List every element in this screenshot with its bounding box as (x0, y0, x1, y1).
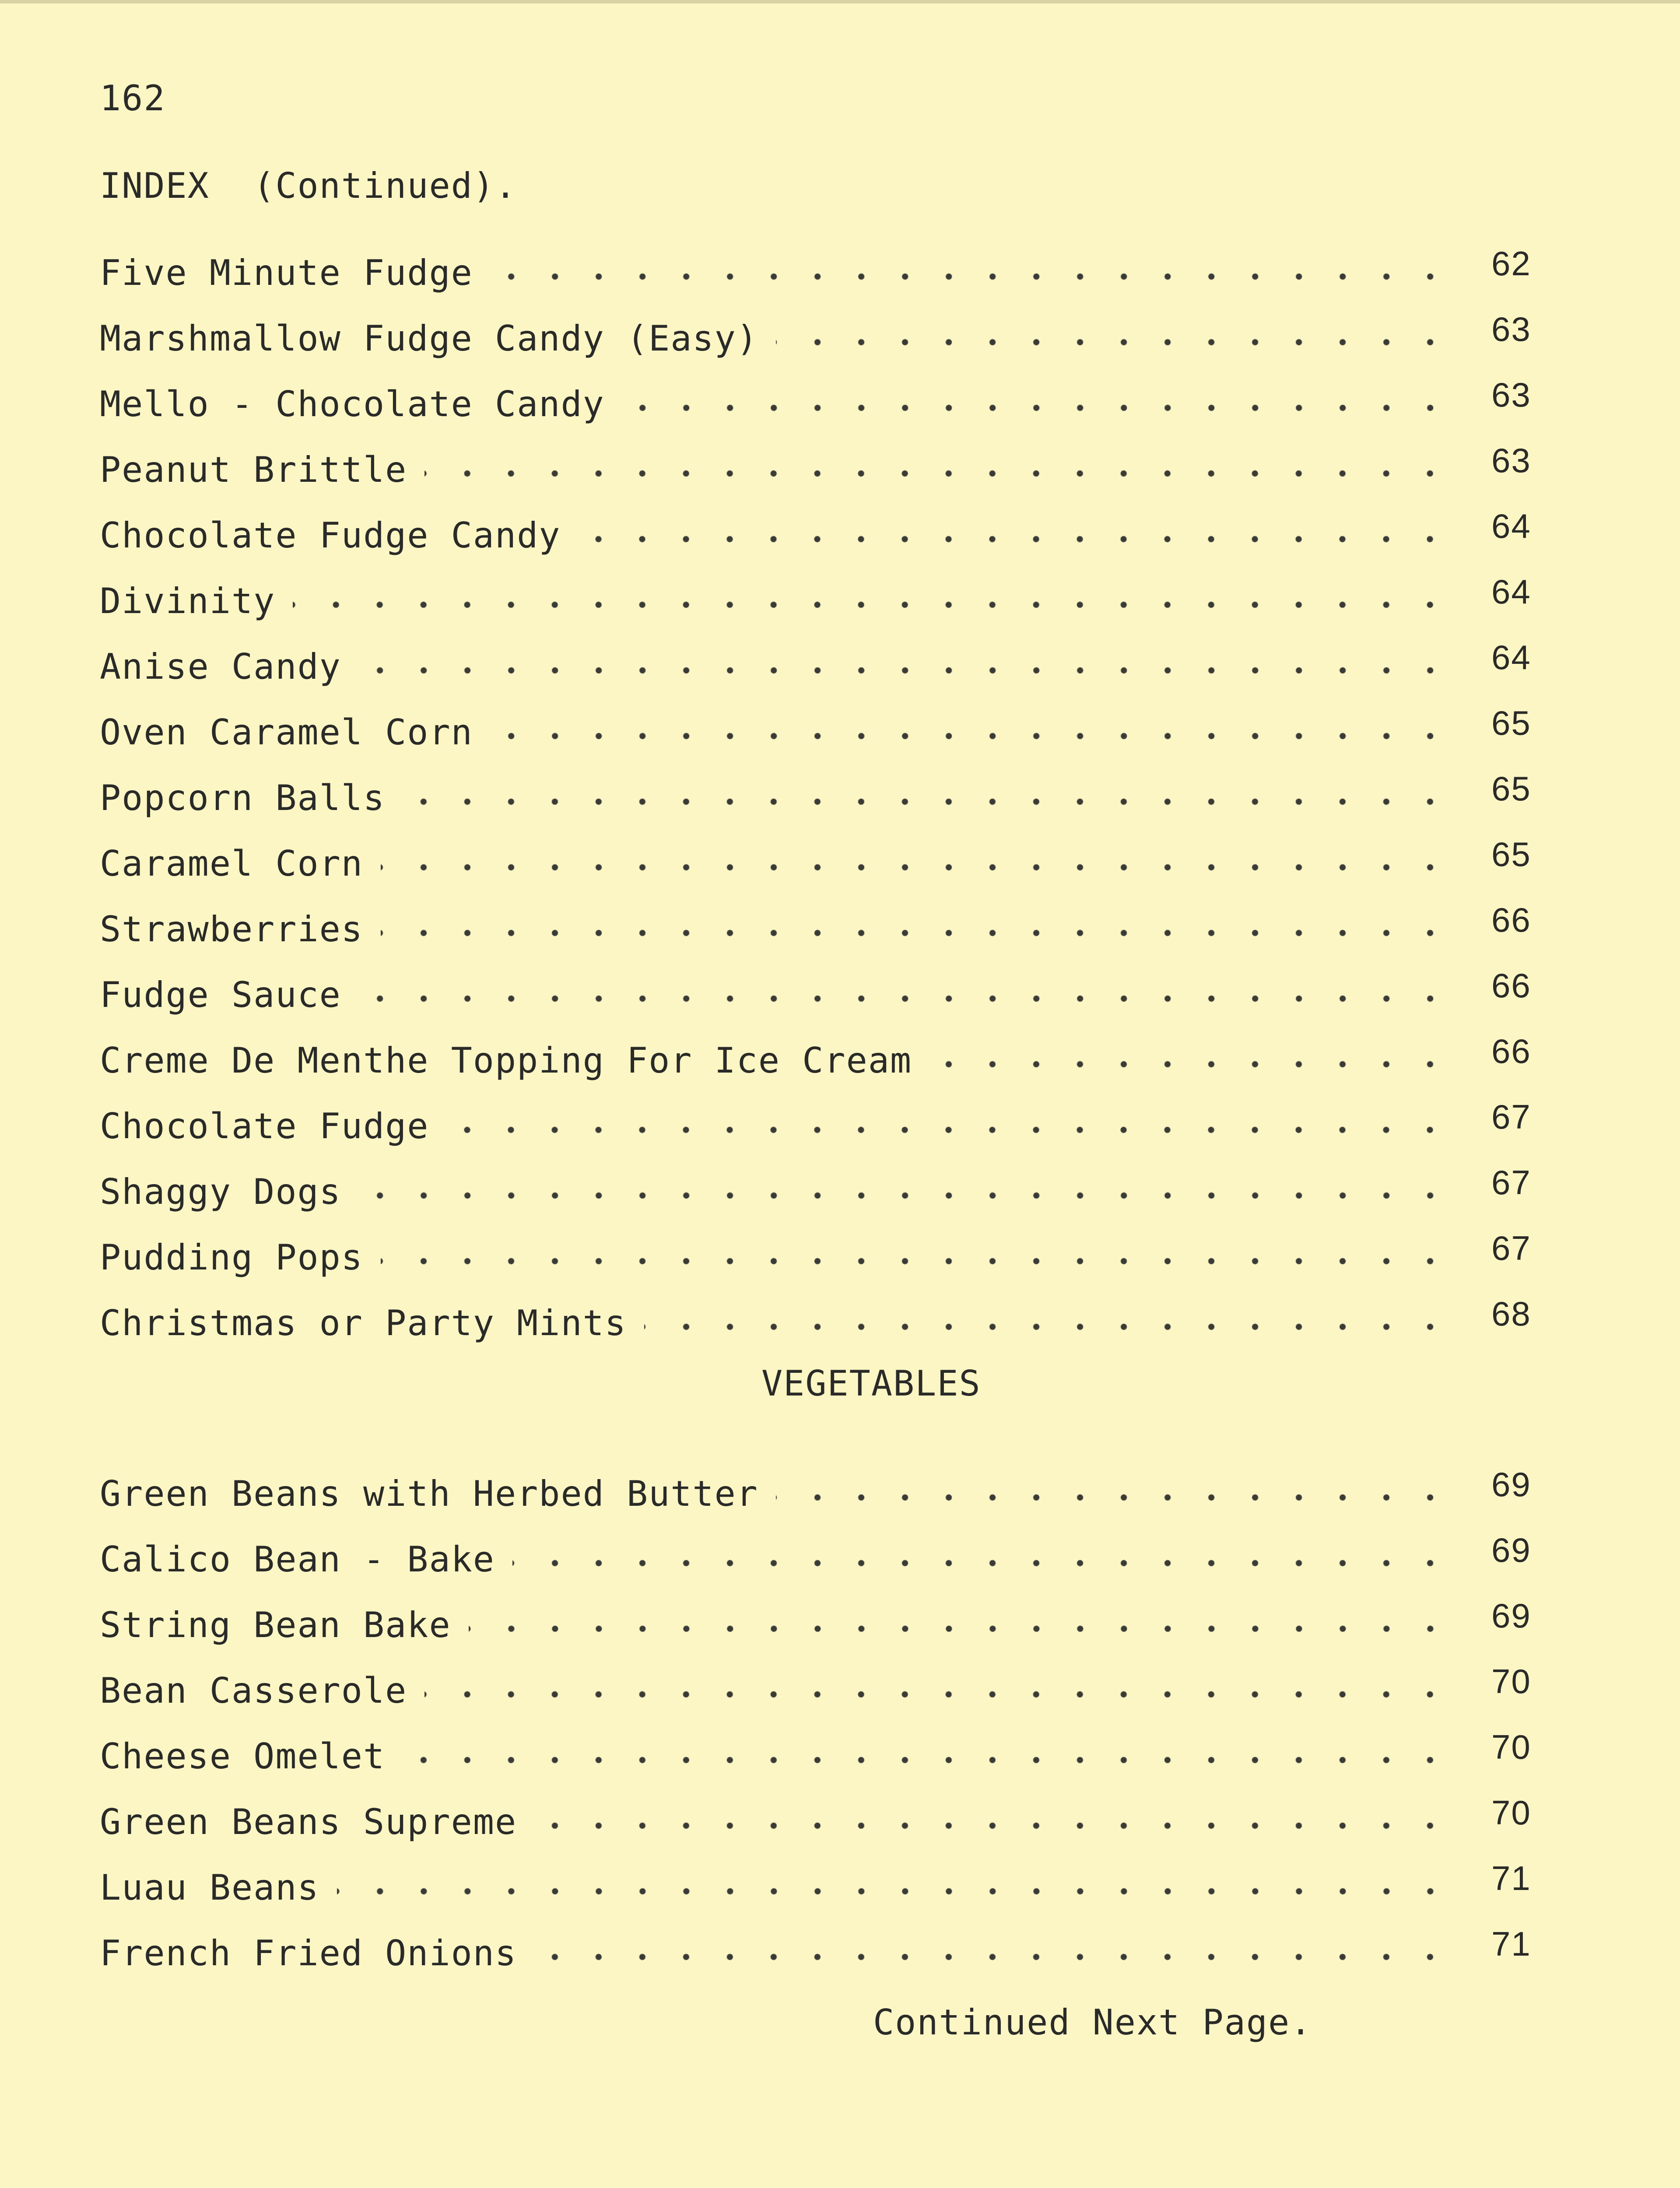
entry-page-number: 64 (1491, 507, 1531, 545)
entry-title: Oven Caramel Corn (100, 712, 473, 753)
entry-title: Mello - Chocolate Candy (100, 384, 605, 424)
index-entry (100, 556, 1540, 621)
index-entry (100, 1645, 1540, 1711)
dot-leader (359, 662, 1452, 679)
dot-leader (381, 859, 1452, 876)
entry-page-number: 70 (1491, 1728, 1531, 1766)
index-entry (100, 1278, 1540, 1343)
entry-title: Chocolate Fudge Candy (100, 515, 561, 556)
entry-page-number: 63 (1491, 310, 1531, 348)
entry-title: Green Beans Supreme (100, 1802, 517, 1842)
dot-leader (293, 596, 1452, 614)
dot-leader (424, 465, 1452, 482)
entry-page-number: 65 (1491, 769, 1531, 808)
entry-page-number: 63 (1491, 375, 1531, 414)
entry-page-number: 67 (1491, 1163, 1531, 1202)
dot-leader (776, 333, 1452, 351)
entry-title: Green Beans with Herbed Butter (100, 1473, 758, 1514)
index-heading: INDEX (Continued). (100, 165, 517, 206)
dot-leader (622, 399, 1452, 417)
index-entry (100, 1212, 1540, 1278)
index-entry (100, 753, 1540, 818)
dot-leader (337, 1883, 1452, 1900)
dot-leader (403, 1751, 1452, 1769)
index-entry (100, 359, 1540, 424)
entry-title: Five Minute Fudge (100, 252, 473, 293)
entry-page-number: 62 (1491, 244, 1531, 283)
dot-leader (424, 1686, 1452, 1703)
dot-leader (776, 1489, 1452, 1506)
entry-title: Peanut Brittle (100, 449, 407, 490)
dot-leader (578, 530, 1452, 548)
dot-leader (534, 1948, 1452, 1966)
dot-leader (491, 727, 1452, 745)
entry-title: Strawberries (100, 909, 363, 950)
entry-page-number: 63 (1491, 441, 1531, 480)
index-entry (100, 293, 1540, 359)
dot-leader (381, 924, 1452, 942)
dot-leader (512, 1554, 1452, 1572)
dot-leader (381, 1252, 1452, 1270)
index-entry (100, 228, 1540, 293)
entry-title: Fudge Sauce (100, 975, 341, 1015)
entry-title: Cheese Omelet (100, 1736, 386, 1777)
entry-title: Creme De Menthe Topping For Ice Cream (100, 1040, 912, 1081)
entry-page-number: 69 (1491, 1531, 1531, 1569)
entry-title: Pudding Pops (100, 1237, 363, 1278)
index-entry (100, 687, 1540, 753)
index-entry (100, 1777, 1540, 1842)
continued-next-page-note: Continued Next Page. (873, 2002, 1312, 2043)
entry-title: Bean Casserole (100, 1670, 407, 1711)
vegetables-index-list (100, 1448, 1540, 1974)
dot-leader (446, 1121, 1452, 1139)
entry-page-number: 66 (1491, 966, 1531, 1005)
entry-page-number: 69 (1491, 1596, 1531, 1635)
entry-title: French Fried Onions (100, 1933, 517, 1974)
entry-page-number: 71 (1491, 1859, 1531, 1897)
entry-page-number: 68 (1491, 1294, 1531, 1333)
dot-leader (644, 1318, 1452, 1336)
index-entry (100, 490, 1540, 556)
candy-index-list (100, 228, 1540, 1343)
entry-page-number: 69 (1491, 1465, 1531, 1504)
index-entry (100, 1081, 1540, 1147)
dot-leader (929, 1055, 1452, 1073)
index-entry (100, 1842, 1540, 1908)
entry-page-number: 71 (1491, 1925, 1531, 1963)
index-entry (100, 1514, 1540, 1580)
entry-page-number: 66 (1491, 901, 1531, 939)
entry-page-number: 70 (1491, 1662, 1531, 1701)
index-entry (100, 1448, 1540, 1514)
entry-title: Divinity (100, 581, 276, 621)
dot-leader (534, 1817, 1452, 1834)
index-entry (100, 950, 1540, 1015)
entry-page-number: 65 (1491, 835, 1531, 873)
entry-page-number: 70 (1491, 1793, 1531, 1832)
dot-leader (359, 990, 1452, 1007)
entry-title: Christmas or Party Mints (100, 1303, 627, 1343)
dot-leader (403, 793, 1452, 810)
dot-leader (359, 1187, 1452, 1204)
entry-page-number: 67 (1491, 1229, 1531, 1267)
entry-page-number: 66 (1491, 1032, 1531, 1070)
dot-leader (491, 268, 1452, 285)
index-entry (100, 818, 1540, 884)
entry-page-number: 64 (1491, 572, 1531, 611)
index-entry (100, 1908, 1540, 1974)
dot-leader (469, 1620, 1452, 1637)
index-entry (100, 1147, 1540, 1212)
entry-title: String Bean Bake (100, 1605, 451, 1645)
index-entry (100, 884, 1540, 950)
top-edge (0, 0, 1680, 4)
index-entry (100, 621, 1540, 687)
entry-title: Calico Bean - Bake (100, 1539, 495, 1580)
index-entry (100, 1580, 1540, 1645)
section-heading-vegetables: VEGETABLES (761, 1363, 981, 1404)
page-number: 162 (100, 78, 166, 119)
entry-title: Caramel Corn (100, 843, 363, 884)
entry-title: Popcorn Balls (100, 778, 386, 818)
entry-page-number: 67 (1491, 1098, 1531, 1136)
index-entry (100, 1711, 1540, 1777)
index-entry (100, 424, 1540, 490)
entry-title: Chocolate Fudge (100, 1106, 429, 1147)
entry-page-number: 64 (1491, 638, 1531, 677)
entry-title: Marshmallow Fudge Candy (Easy) (100, 318, 758, 359)
index-entry (100, 1015, 1540, 1081)
entry-title: Luau Beans (100, 1867, 319, 1908)
entry-page-number: 65 (1491, 704, 1531, 742)
entry-title: Shaggy Dogs (100, 1171, 341, 1212)
entry-title: Anise Candy (100, 646, 341, 687)
